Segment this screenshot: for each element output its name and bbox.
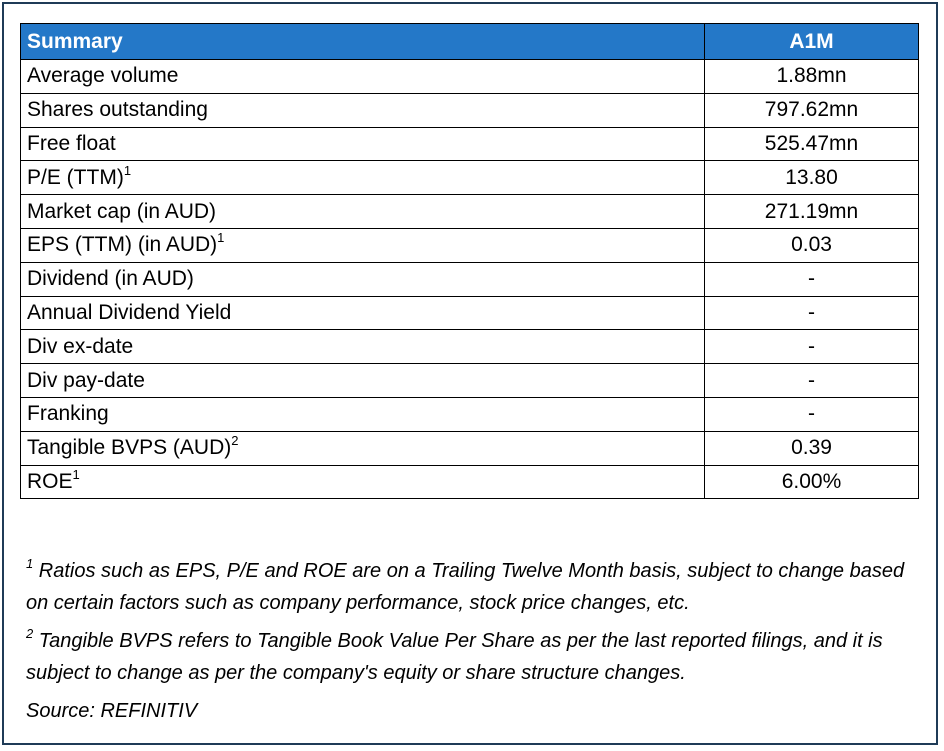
row-value: 0.39 xyxy=(705,431,919,465)
table-row xyxy=(21,195,919,229)
footnote-marker: 2 xyxy=(231,433,239,449)
header-ticker: A1M xyxy=(705,24,919,60)
row-value: 271.19mn xyxy=(705,195,919,229)
row-label-text: Average volume xyxy=(27,64,179,88)
table-row xyxy=(21,364,919,398)
row-label-text: Div pay-date xyxy=(27,368,145,392)
header-summary: Summary xyxy=(21,24,705,60)
row-label xyxy=(21,93,705,127)
row-value: 6.00% xyxy=(705,465,919,499)
row-label xyxy=(21,195,705,229)
footnotes xyxy=(26,555,916,733)
footnote-2-mark: 2 xyxy=(26,626,34,641)
row-label xyxy=(21,228,705,262)
row-value: 13.80 xyxy=(705,161,919,195)
row-value: 0.03 xyxy=(705,228,919,262)
table-row xyxy=(21,60,919,94)
footnote-marker: 1 xyxy=(217,230,225,246)
row-label xyxy=(21,330,705,364)
row-value: - xyxy=(705,296,919,330)
table-row xyxy=(21,431,919,465)
row-label-text: Free float xyxy=(27,131,116,155)
table-row xyxy=(21,262,919,296)
row-value: 797.62mn xyxy=(705,93,919,127)
footnote-1-mark: 1 xyxy=(26,556,34,571)
row-label xyxy=(21,431,705,465)
row-label-text: Div ex-date xyxy=(27,334,134,358)
row-label xyxy=(21,60,705,94)
row-label xyxy=(21,161,705,195)
row-label xyxy=(21,364,705,398)
table-header-row xyxy=(21,24,919,60)
table-row xyxy=(21,93,919,127)
table-row xyxy=(21,296,919,330)
row-value: 1.88mn xyxy=(705,60,919,94)
footnote-marker: 1 xyxy=(123,162,132,178)
table-row xyxy=(21,127,919,161)
row-label-text: Shares outstanding xyxy=(27,98,208,122)
row-label xyxy=(21,397,705,431)
footnote-1 xyxy=(26,555,916,619)
row-label-text: Tangible BVPS (AUD) xyxy=(27,436,232,460)
summary-table xyxy=(20,23,919,499)
row-value: - xyxy=(705,262,919,296)
row-label-text: Annual Dividend Yield xyxy=(27,300,232,324)
row-value: 525.47mn xyxy=(705,127,919,161)
table-row xyxy=(21,397,919,431)
row-label-text: Dividend (in AUD) xyxy=(27,267,194,291)
footnote-marker: 1 xyxy=(72,466,80,482)
footnote-2 xyxy=(26,625,916,689)
footnote-1-text: Ratios such as EPS, P/E and ROE are on a Trailing Twelve Month basis, subject to change based on certain factors such as company performance, stock price changes, etc. xyxy=(26,560,905,614)
row-value: - xyxy=(705,330,919,364)
table-row xyxy=(21,465,919,499)
table-row xyxy=(21,228,919,262)
row-label xyxy=(21,296,705,330)
row-label-text: ROE xyxy=(27,469,73,493)
source-note: Source: REFINITIV xyxy=(26,700,198,722)
row-label xyxy=(21,465,705,499)
row-value: - xyxy=(705,364,919,398)
row-label-text: Franking xyxy=(27,402,109,426)
row-label xyxy=(21,262,705,296)
table-row xyxy=(21,161,919,195)
row-value: - xyxy=(705,397,919,431)
table-row xyxy=(21,330,919,364)
row-label xyxy=(21,127,705,161)
row-label-text: Market cap (in AUD) xyxy=(27,199,217,223)
row-label-text: EPS (TTM) (in AUD) xyxy=(27,233,218,257)
row-label-text: P/E (TTM) xyxy=(27,165,124,189)
footnote-2-text: Tangible BVPS refers to Tangible Book Value Per Share as per the last reported filings, and it is subject to change as per the company's equity or share structure changes. xyxy=(26,630,883,684)
